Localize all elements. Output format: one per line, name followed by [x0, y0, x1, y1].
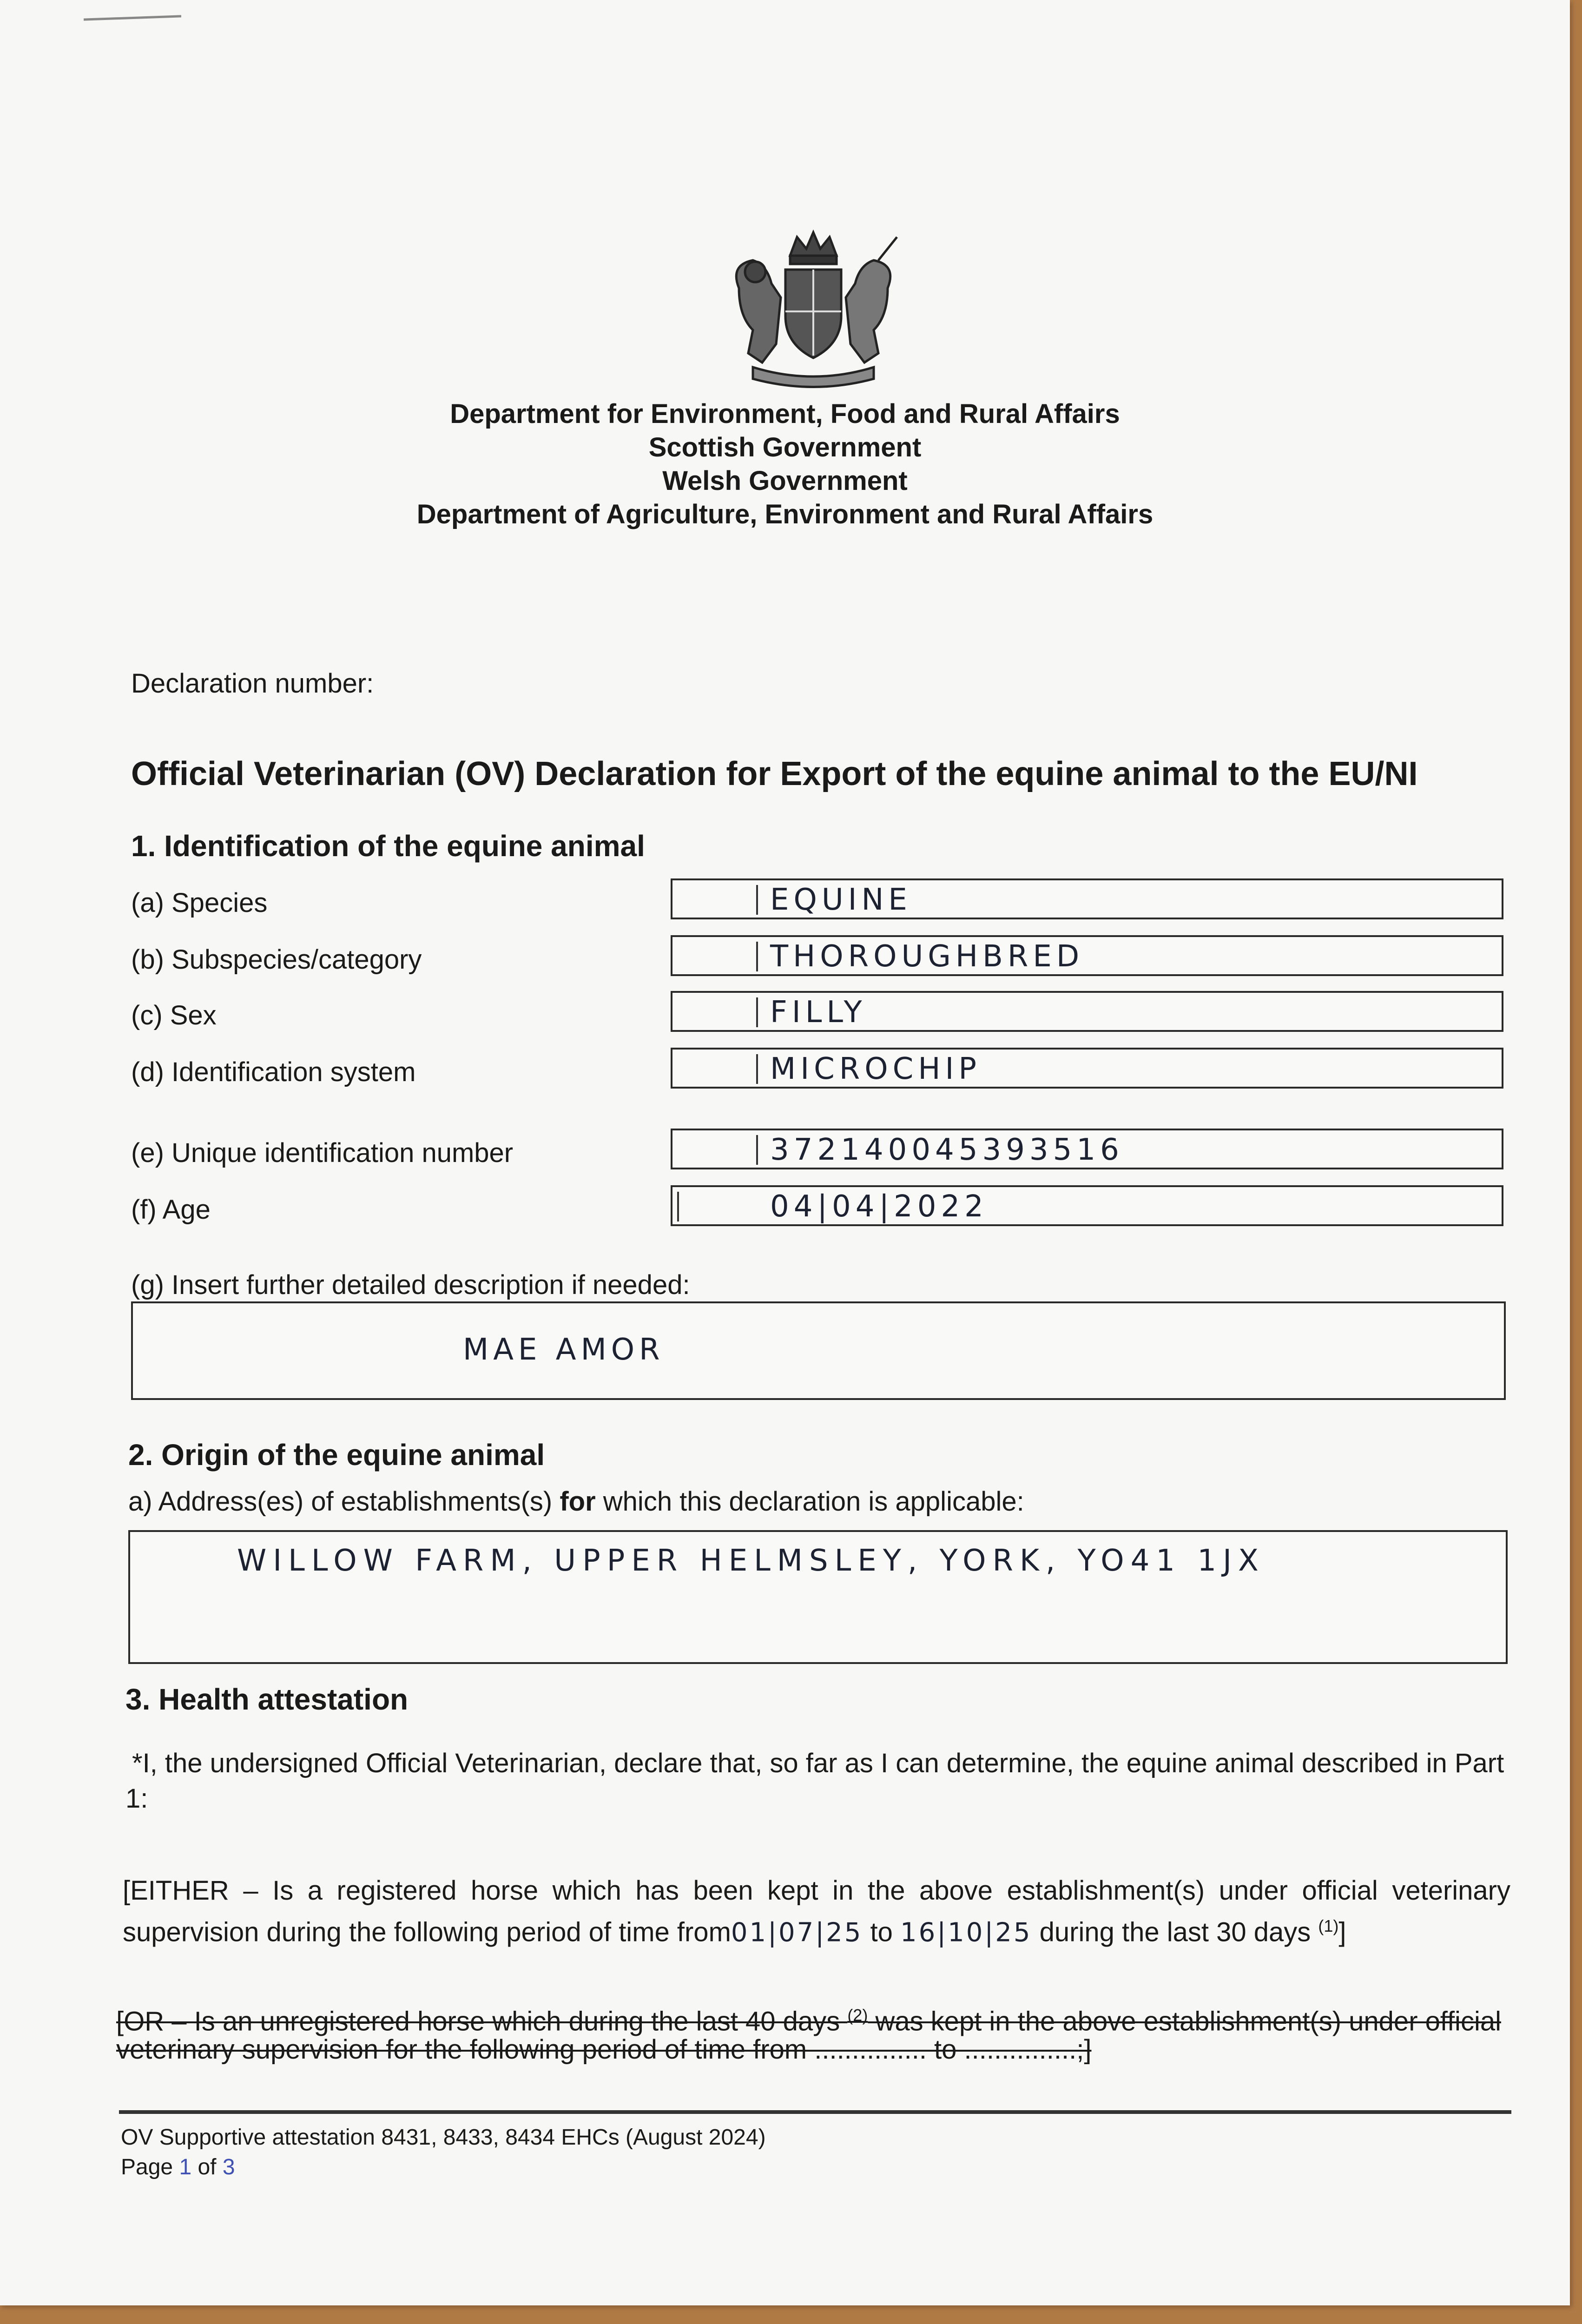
- age-label: (f) Age: [131, 1195, 211, 1225]
- subspecies-label: (b) Subspecies/category: [131, 944, 422, 975]
- unique-id-label: (e) Unique identification number: [131, 1138, 514, 1168]
- either-clause-line1: [EITHER – Is a registered horse which has been kept in the above establishment(s) under official veterinary: [123, 1875, 1510, 1906]
- sex-value: FILLY: [770, 995, 867, 1030]
- age-field[interactable]: [671, 1185, 1503, 1226]
- species-value: EQUINE: [770, 883, 912, 917]
- supervision-from-date[interactable]: 01|07|25: [731, 1917, 863, 1948]
- or-clause-line2: veterinary supervision for the following period of time from ............... to ...............;]: [116, 2034, 1092, 2065]
- document-title: Official Veterinarian (OV) Declaration for Export of the equine animal to the EU/NI: [131, 755, 1418, 792]
- supervision-to-date[interactable]: 16|10|25: [900, 1917, 1032, 1948]
- section-2-heading: 2. Origin of the equine animal: [128, 1438, 545, 1472]
- page-number: Page 1 of 3: [121, 2155, 235, 2179]
- further-description-field[interactable]: [131, 1301, 1506, 1400]
- identification-system-field[interactable]: [671, 1048, 1503, 1089]
- unique-id-field[interactable]: [671, 1129, 1503, 1169]
- subspecies-field[interactable]: [671, 935, 1503, 976]
- further-description-value: MAE AMOR: [463, 1333, 665, 1367]
- address-field[interactable]: [128, 1530, 1508, 1664]
- department-defra: Department for Environment, Food and Rural Affairs: [450, 399, 1120, 429]
- section-1-heading: 1. Identification of the equine animal: [131, 829, 645, 863]
- department-scottish-government: Scottish Government: [648, 432, 922, 462]
- or-clause-line1: [OR – Is an unregistered horse which during the last 40 days $^{(2)}$ was kept in the above establishment(s) under official: [116, 2006, 1501, 2037]
- footer-divider: [119, 2110, 1511, 2114]
- species-label: (a) Species: [131, 888, 268, 918]
- identification-system-label: (d) Identification system: [131, 1057, 416, 1087]
- further-description-label: (g) Insert further detailed description if needed:: [131, 1270, 690, 1300]
- age-value: 04|04|2022: [770, 1189, 988, 1224]
- sex-field[interactable]: [671, 991, 1503, 1032]
- subspecies-value: THOROUGHBRED: [770, 939, 1084, 974]
- footer-attestation-ref: OV Supportive attestation 8431, 8433, 8434 EHCs (August 2024): [121, 2125, 766, 2150]
- unique-id-value: 372140045393516: [770, 1133, 1124, 1167]
- address-value: WILLOW FARM, UPPER HELMSLEY, YORK, YO41 1JX: [237, 1544, 1265, 1578]
- department-daera: Department of Agriculture, Environment and Rural Affairs: [416, 499, 1154, 529]
- species-field[interactable]: [671, 878, 1503, 919]
- either-clause-line2: supervision during the following period of time from01|07|25 to 16|10|25 during the last 30 days $^{(1)}$]: [123, 1916, 1346, 1948]
- section-3-heading: 3. Health attestation: [125, 1683, 409, 1716]
- pen-mark: [84, 15, 181, 20]
- sex-label: (c) Sex: [131, 1000, 217, 1030]
- identification-system-value: MICROCHIP: [770, 1052, 981, 1086]
- department-welsh-government: Welsh Government: [662, 466, 908, 496]
- royal-coat-of-arms-icon: [711, 223, 916, 390]
- declaration-number-label: Declaration number:: [131, 668, 374, 699]
- address-label: a) Address(es) of establishments(s) for which this declaration is applicable:: [128, 1486, 1024, 1517]
- health-attestation-intro: *I, the undersigned Official Veterinarian, declare that, so far as I can determine, the equine animal described in Part 1:: [125, 1748, 1504, 1814]
